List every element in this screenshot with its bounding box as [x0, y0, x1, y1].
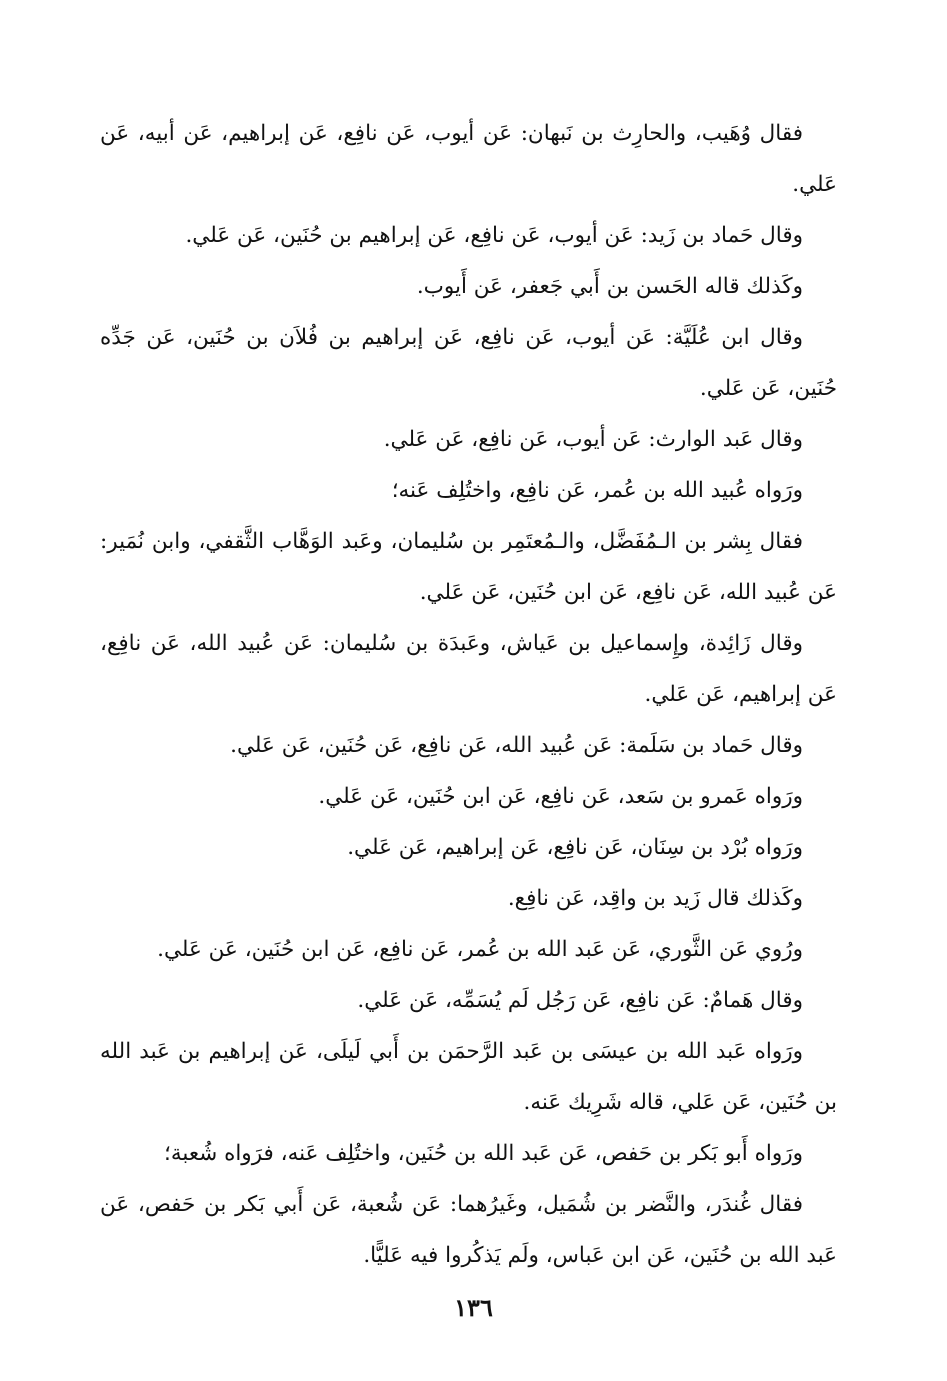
paragraph-7: فقال بِشر بن الـمُفَضَّل، والـمُعتَمِر بن سُليمان، وعَبد الوَهَّاب الثَّقفي، وابن نُمَير: عَن عُبيد الله، عَن نافِع، عَن ابن حُنَين، عَن عَلي.	[100, 529, 837, 605]
paragraph-2: وقال حَماد بن زَيد: عَن أيوب، عَن نافِع، عَن إبراهيم بن حُنَين، عَن عَلي.	[185, 223, 803, 248]
page-number: ١٣٦	[454, 1293, 493, 1322]
paragraph-16: ورَواه أَبو بَكر بن حَفص، عَن عَبد الله بن حُنَين، واختُلِف عَنه، فرَواه شُعبة؛	[164, 1141, 803, 1166]
paragraph-1: فقال وُهَيب، والحارِث بن نَبهان: عَن أيوب، عَن نافِع، عَن إبراهيم، عَن أبيه، عَن عَلي.	[100, 121, 837, 197]
paragraph-9: وقال حَماد بن سَلَمة: عَن عُبيد الله، عَن نافِع، عَن حُنَين، عَن عَلي.	[230, 733, 803, 758]
paragraph-14: وقال هَمامٌ: عَن نافِع، عَن رَجُل لَم يُسَمِّه، عَن عَلي.	[357, 988, 803, 1013]
body-text	[100, 108, 837, 1281]
paragraph-12: وكَذلك قال زَيد بن واقِد، عَن نافِع.	[507, 886, 803, 911]
paragraph-11: ورَواه بُرْد بن سِنَان، عَن نافِع، عَن إبراهيم، عَن عَلي.	[347, 835, 803, 860]
paragraph-13: ورُوي عَن الثَّوري، عَن عَبد الله بن عُمر، عَن نافِع، عَن ابن حُنَين، عَن عَلي.	[157, 937, 803, 962]
paragraph-5: وقال عَبد الوارث: عَن أيوب، عَن نافِع، عَن عَلي.	[383, 427, 803, 452]
paragraph-10: ورَواه عَمرو بن سَعد، عَن نافِع، عَن ابن حُنَين، عَن عَلي.	[318, 784, 803, 809]
paragraph-15: ورَواه عَبد الله بن عيسَى بن عَبد الرَّحمَن بن أَبي لَيلَى، عَن إبراهيم بن عَبد الله بن حُنَين، عَن عَلي، قاله شَرِيك عَنه.	[100, 1039, 837, 1115]
paragraph-17: فقال غُندَر، والنَّضر بن شُمَيل، وغَيرُهما: عَن شُعبة، عَن أَبي بَكر بن حَفص، عَن عَبد الله بن حُنَين، عَن ابن عَباس، ولَم يَذكُروا فيه عَليًّا.	[100, 1192, 837, 1268]
paragraph-3: وكَذلك قاله الحَسن بن أَبي جَعفر، عَن أَيوب.	[416, 274, 803, 299]
paragraph-4: وقال ابن عُلَيَّة: عَن أيوب، عَن نافِع، عَن إبراهيم بن فُلاَن بن حُنَين، عَن جَدِّه حُنَين، عَن عَلي.	[100, 325, 837, 401]
paragraph-6: ورَواه عُبيد الله بن عُمر، عَن نافِع، واختُلِف عَنه؛	[391, 478, 803, 503]
paragraph-8: وقال زَائِدة، وإِسماعيل بن عَياش، وعَبدَة بن سُليمان: عَن عُبيد الله، عَن نافِع، عَن إبراهيم، عَن عَلي.	[100, 631, 837, 707]
